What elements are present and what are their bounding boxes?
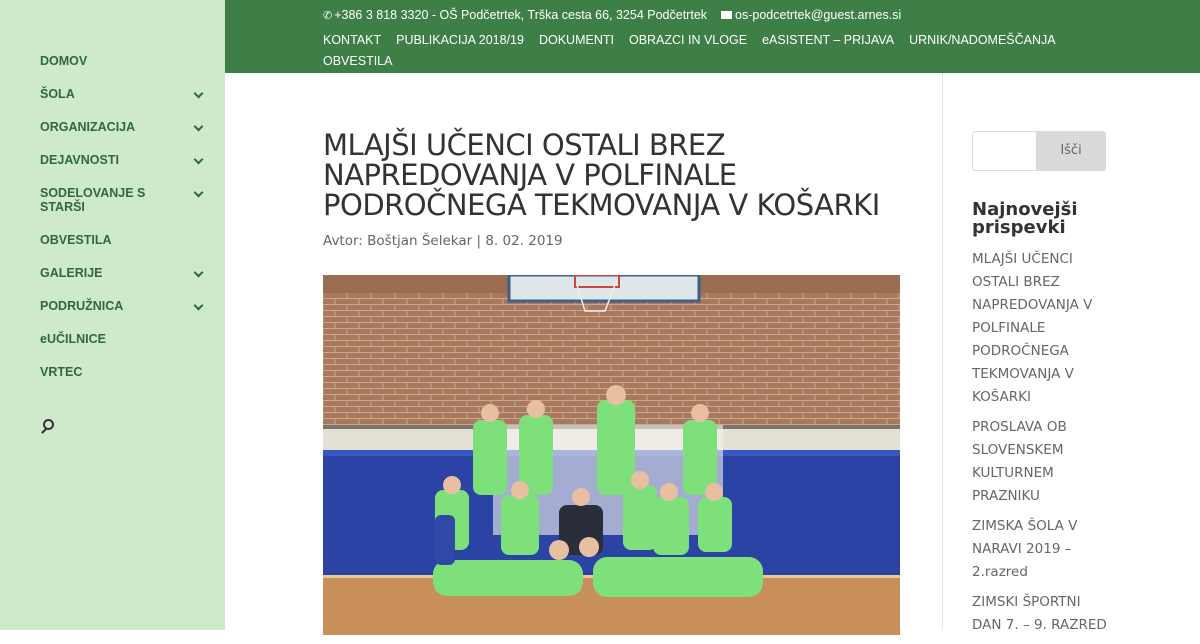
- nav-label: DOMOV: [40, 54, 88, 68]
- nav-item-domov[interactable]: [40, 54, 210, 68]
- nav-label: eUČILNICE: [40, 332, 106, 346]
- secondary-nav: [323, 30, 1083, 72]
- post-meta: Avtor: Boštjan Šelekar | 8. 02. 2019: [323, 233, 563, 249]
- topnav-urnik[interactable]: URNIK/NADOMEŠČANJA: [909, 33, 1056, 47]
- chevron-down-icon[interactable]: [192, 154, 204, 166]
- recent-posts-title: Najnovejši prispevki: [972, 199, 1078, 238]
- topnav-easistent[interactable]: eASISTENT – PRIJAVA: [762, 33, 895, 47]
- featured-photo: [323, 275, 900, 635]
- nav-item-organizacija[interactable]: [40, 120, 210, 134]
- nav-label: ŠOLA: [40, 87, 75, 101]
- search-input[interactable]: [972, 131, 1036, 171]
- main-nav: [40, 54, 210, 398]
- nav-item-galerije[interactable]: [40, 266, 210, 280]
- chevron-down-icon[interactable]: [192, 267, 204, 279]
- phone-text: +386 3 818 3320 - OŠ Podčetrtek, Trška cesta 66, 3254 Podčetrtek: [334, 8, 708, 22]
- chevron-down-icon[interactable]: [192, 300, 204, 312]
- nav-label: GALERIJE: [40, 266, 103, 280]
- nav-label: VRTEC: [40, 365, 83, 379]
- nav-item-obvestila[interactable]: [40, 233, 210, 247]
- recent-posts-list: [972, 248, 1112, 637]
- nav-item-sodelovanje[interactable]: [40, 186, 210, 214]
- nav-label: OBVESTILA: [40, 233, 112, 247]
- post-content: [323, 130, 903, 249]
- topnav-dokumenti[interactable]: DOKUMENTI: [538, 33, 614, 47]
- search-button[interactable]: Išči: [1036, 131, 1106, 171]
- topnav-kontakt[interactable]: KONTAKT: [323, 33, 382, 47]
- phone-icon: ✆: [323, 10, 333, 22]
- chevron-down-icon[interactable]: [192, 187, 204, 199]
- recent-post-link[interactable]: MLAJŠI UČENCI OSTALI BREZ NAPREDOVANJA V POLFINALE PODROČNEGA TEKMOVANJA V KOŠARKI: [972, 251, 1093, 405]
- recent-post-link[interactable]: PROSLAVA OB SLOVENSKEM KULTURNEM PRAZNIKU: [972, 419, 1067, 504]
- nav-label: SODELOVANJE S STARŠI: [40, 186, 146, 214]
- nav-item-vrtec[interactable]: [40, 365, 210, 379]
- nav-label: PODRUŽNICA: [40, 299, 124, 313]
- post-title: MLAJŠI UČENCI OSTALI BREZ NAPREDOVANJA V POLFINALE PODROČNEGA TEKMOVANJA V KOŠARKI: [323, 128, 880, 222]
- recent-post-link[interactable]: ZIMSKI ŠPORTNI DAN 7. – 9. RAZRED: [972, 594, 1107, 633]
- nav-item-eucilnice[interactable]: [40, 332, 210, 346]
- recent-post-link[interactable]: ZIMSKA ŠOLA V NARAVI 2019 – 2.razred: [972, 518, 1078, 580]
- envelope-icon: [721, 11, 732, 19]
- nav-item-dejavnosti[interactable]: [40, 153, 210, 167]
- topnav-publikacija[interactable]: PUBLIKACIJA 2018/19: [396, 33, 524, 47]
- nav-label: ORGANIZACIJA: [40, 120, 136, 134]
- search-icon[interactable]: [40, 418, 58, 436]
- right-sidebar: [972, 131, 1112, 644]
- left-sidebar: [0, 0, 225, 630]
- contact-info: [323, 8, 901, 22]
- topnav-obvestila[interactable]: OBVESTILA: [323, 54, 393, 68]
- chevron-down-icon[interactable]: [192, 88, 204, 100]
- top-bar: [225, 0, 1200, 73]
- column-divider: [942, 73, 943, 630]
- search-form: [972, 131, 1112, 171]
- chevron-down-icon[interactable]: [192, 121, 204, 133]
- nav-item-podruznica[interactable]: [40, 299, 210, 313]
- email-link[interactable]: os-podcetrtek@guest.arnes.si: [735, 8, 902, 22]
- topnav-obrazci[interactable]: OBRAZCI IN VLOGE: [628, 33, 748, 47]
- nav-label: DEJAVNOSTI: [40, 153, 119, 167]
- nav-item-sola[interactable]: [40, 87, 210, 101]
